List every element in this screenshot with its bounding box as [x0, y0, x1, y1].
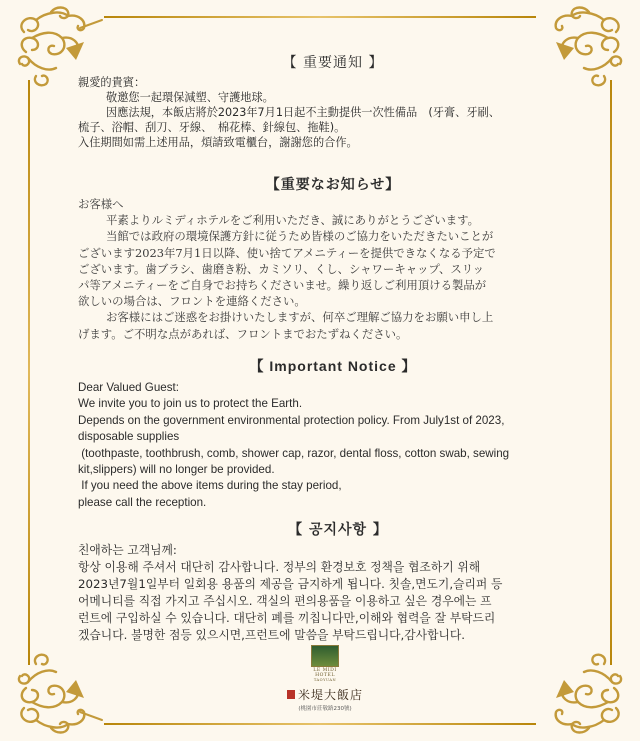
- paragraph-line: 因應法規，本飯店將於2023年7月1日起不主動提供一次性備品 (牙膏、牙刷、: [106, 106, 500, 119]
- ornament-corner-icon: [534, 648, 634, 738]
- ornament-corner-icon: [6, 648, 106, 738]
- seal-stamp-icon: [287, 690, 295, 699]
- paragraph-line: パ等アメニティーをご自身でお持ちくださいませ。繰り返しご利用頂ける製品が: [78, 278, 487, 293]
- salutation: 친애하는 고객님께:: [78, 543, 177, 557]
- section-title: 【 Important Notice 】: [249, 358, 417, 374]
- frame-border-left: [28, 80, 30, 665]
- salutation: 親愛的貴賓：: [78, 76, 146, 89]
- paragraph-line: 当館では政府の環境保護方針に従うため皆様のご協力をいただきたいことが: [106, 229, 494, 244]
- frame-border-bottom: [104, 723, 536, 725]
- paragraph-line: 런트에 구입하실 수 있습니다. 대단히 폐를 끼칩니다만,이해와 협력을 잘 부탁드리: [78, 611, 496, 625]
- paragraph-line: 梳子、浴帽、刮刀、牙線、 棉花棒、針線包、拖鞋)。: [78, 121, 346, 134]
- paragraph-line: 항상 이용해 주셔서 대단히 감사합니다. 정부의 환경보호 정책을 협조하기 위해: [78, 560, 481, 574]
- paragraph-line: げます。ご不明な点があれば、フロントまでおたずねください。: [78, 326, 408, 341]
- paragraph-line: 2023년7월1일부터 일회용 용품의 제공을 금지하게 됩니다. 칫솔,면도기,슬리퍼 등: [78, 577, 503, 591]
- notice-section-chinese: [78, 52, 588, 150]
- paragraph-line: 敬邀您一起環保減塑、守護地球。: [106, 91, 274, 104]
- section-title: 【 공지사항 】: [288, 522, 388, 538]
- salutation: Dear Valued Guest:: [78, 381, 179, 394]
- paragraph-line: 入住期間如需上述用品，煩請致電櫃台，謝謝您的合作。: [78, 136, 358, 149]
- hotel-emblem-icon: [311, 645, 339, 667]
- paragraph-line: disposable supplies: [78, 430, 180, 444]
- paragraph-line: 欲しいの場合は、フロントを連絡ください。: [78, 294, 306, 309]
- salutation: お客様へ: [78, 197, 124, 211]
- paragraph-line: 겠습니다. 불명한 점등 있으시면,프런트에 말씀을 부탁드립니다,감사합니다.: [78, 628, 466, 642]
- frame-border-right: [610, 80, 612, 665]
- paragraph-line: お客様にはご迷惑をお掛けいたしますが、何卒ご理解ご協力をお願い申し上: [106, 310, 494, 325]
- paragraph-line: 平素よりルミディホテルをご利用いただき、誠にありがとうございます。: [106, 213, 480, 228]
- paragraph-line: kit,slippers) will no longer be provided.: [78, 463, 275, 477]
- paragraph-line: We invite you to join us to protect the Earth.: [78, 397, 303, 411]
- notice-section-japanese: [78, 174, 588, 342]
- paragraph-line: ございます。歯ブラシ、歯磨き粉、カミソリ、くし、シャワーキャップ、スリッ: [78, 261, 485, 276]
- logo-line: HOTEL: [315, 673, 335, 678]
- frame-border-top: [104, 16, 536, 18]
- notice-section-english: [78, 356, 588, 511]
- section-title: 【重要なお知らせ】: [265, 177, 401, 193]
- paragraph-line: please call the reception.: [78, 495, 207, 509]
- logo-line: LE MIDI: [313, 668, 337, 673]
- section-title: 【 重要通知 】: [282, 55, 384, 71]
- hotel-chinese-name-row: [270, 686, 380, 703]
- hotel-english-name: [270, 668, 380, 683]
- paragraph-line: Depends on the government environmental protection policy. From July1st of 2023,: [78, 413, 505, 427]
- hotel-address: (桃園市莊敬路230號): [298, 706, 352, 712]
- paragraph-line: 어메니티를 직접 가지고 주십시오. 객실의 편의용품을 이용하고 싶은 경우에는 프: [78, 594, 492, 608]
- paragraph-line: (toothpaste, toothbrush, comb, shower cap, razor, dental floss, cotton swab, sewing: [78, 446, 510, 460]
- hotel-logo: [270, 645, 380, 712]
- logo-line: TAOYUAN: [313, 678, 337, 682]
- paragraph-line: ございます2023年7月1日以降、使い捨てアメニティーを提供できなくなる予定で: [78, 245, 496, 260]
- notice-section-korean: [78, 519, 598, 644]
- hotel-chinese-name: 米堤大飯店: [297, 688, 363, 702]
- paragraph-line: If you need the above items during the stay period,: [78, 479, 342, 493]
